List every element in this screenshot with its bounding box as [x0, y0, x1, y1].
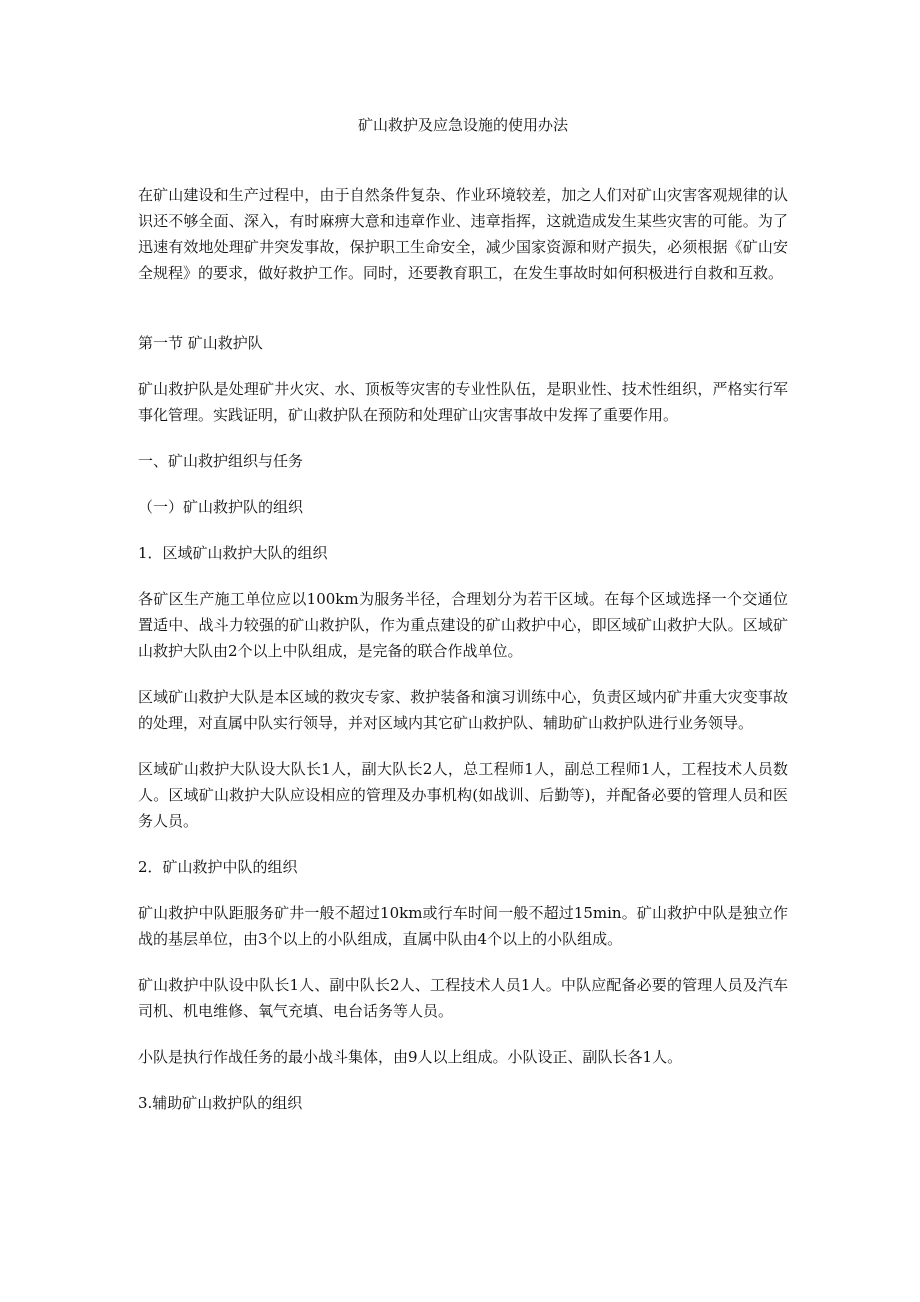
- section-title: 第一节 矿山救护队: [138, 334, 263, 352]
- paragraph-brigade-staffing: 区域矿山救护大队设大队长1人，副大队长2人，总工程师1人，副总工程师1人，工程技术人员数人。区域矿山救护大队应设相应的管理及办事机构(如战训、后勤等)，并配备必要的管理人员和医务人员。: [138, 760, 788, 830]
- paragraph-squadron-distance: 矿山救护中队距服务矿井一般不超过10km或行车时间一般不超过15min。矿山救护中队是独立作战的基层单位，由3个以上的小队组成，直属中队由4个以上的小队组成。: [138, 904, 788, 948]
- section-intro-paragraph: 矿山救护队是处理矿井火灾、水、顶板等灾害的专业性队伍，是职业性、技术性组织，严格实行军事化管理。实践证明，矿山救护队在预防和处理矿山灾害事故中发挥了重要作用。: [138, 380, 788, 424]
- heading-auxiliary-team: 3.辅助矿山救护队的组织: [138, 1094, 303, 1112]
- heading-level-1: 一、矿山救护组织与任务: [138, 452, 304, 470]
- heading-squadron: 2．矿山救护中队的组织: [138, 858, 298, 876]
- heading-regional-brigade: 1．区域矿山救护大队的组织: [138, 544, 328, 562]
- paragraph-brigade-role: 区域矿山救护大队是本区域的救灾专家、救护装备和演习训练中心，负责区域内矿井重大灾变事故的处理，对直属中队实行领导，并对区域内其它矿山救护队、辅助矿山救护队进行业务领导。: [138, 688, 788, 732]
- document-title: 矿山救护及应急设施的使用办法: [357, 116, 568, 134]
- paragraph-team: 小队是执行作战任务的最小战斗集体，由9人以上组成。小队设正、副队长各1人。: [138, 1048, 683, 1066]
- heading-level-2: （一）矿山救护队的组织: [138, 498, 304, 516]
- intro-paragraph: 在矿山建设和生产过程中，由于自然条件复杂、作业环境较差，加之人们对矿山灾害客观规律的认识还不够全面、深入，有时麻痹大意和违章作业、违章指挥，这就造成发生某些灾害的可能。为了迅速有效地处理矿井突发事故，保护职工生命安全，减少国家资源和财产损失，必须根据《矿山安全规程》的要求，做好救护工作。同时，还要教育职工，在发生事故时如何积极进行自救和互救。: [138, 186, 788, 282]
- document-page: [138, 112, 788, 1136]
- paragraph-squadron-staffing: 矿山救护中队设中队长1人、副中队长2人、工程技术人员1人。中队应配备必要的管理人员及汽车司机、机电维修、氧气充填、电台话务等人员。: [138, 976, 788, 1020]
- paragraph-service-radius: 各矿区生产施工单位应以100km为服务半径，合理划分为若干区域。在每个区域选择一个交通位置适中、战斗力较强的矿山救护队，作为重点建设的矿山救护中心，即区域矿山救护大队。区域矿山救护大队由2个以上中队组成，是完备的联合作战单位。: [138, 590, 788, 660]
